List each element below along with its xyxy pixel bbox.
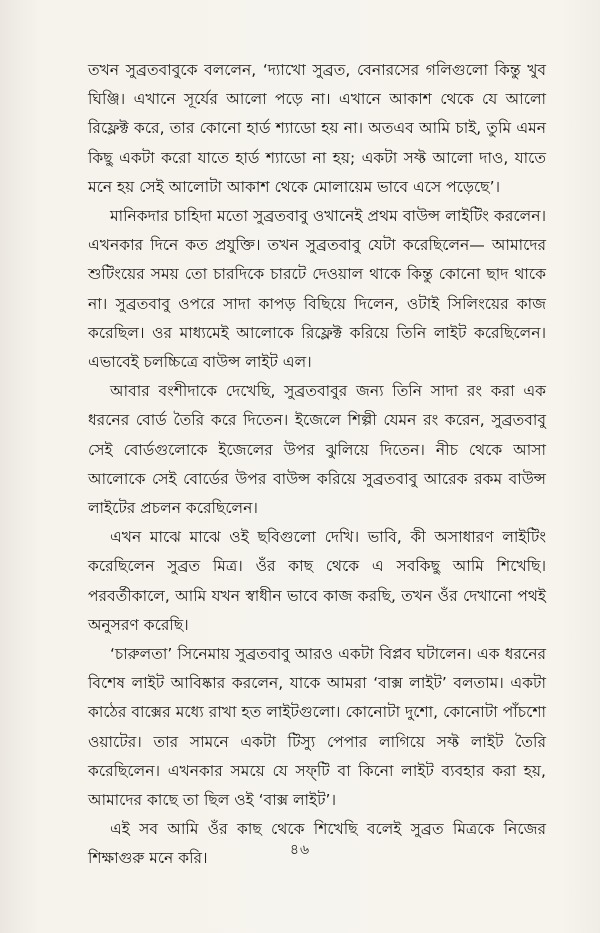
paragraph-6: এই সব আমি ওঁর কাছ থেকে শিখেছি বলেই সুব্রত মিত্রকে নিজের শিক্ষাগুরু মনে করি। (88, 820, 546, 868)
paragraph-5: ‘চারুলতা’ সিনেমায় সুব্রতবাবু আরও একটা বিপ্লব ঘটালেন। এক ধরনের বিশেষ লাইট আবিষ্কার করলেন, যাকে আমরা ‘বাক্স লাইট’ বলতাম। একটা কাঠের বাক্সের মধ্যে রাখা হত লাইটগুলো। কোনোটা দুশো, কোনোটা পাঁচশো ওয়াটের। তার সামনে একটা টিস্যু পেপার লাগিয়ে সফ্ট লাইট তৈরি করেছিলেন। এখনকার সময়ে যে সফ্‌টি বা কিনো লাইট ব্যবহার করা হয়, আমাদের কাছে তা ছিল ওই ‘বাক্স লাইট’। (88, 645, 546, 810)
body-text (88, 56, 546, 874)
paragraph-3: আবার বংশীদাকে দেখেছি, সুব্রতবাবুর জন্য তিনি সাদা রং করা এক ধরনের বোর্ড তৈরি করে দিতেন। ইজেলে শিল্পী যেমন রং করেন, সুব্রতবাবু সেই বোর্ডগুলোকে ইজেলের উপর ঝুলিয়ে দিতেন। নীচ থেকে আসা আলোকে সেই বোর্ডের উপর বাউন্স করিয়ে সুব্রতবাবু আরেক রকম বাউন্স লাইটের প্রচলন করেছিলেন। (88, 382, 546, 518)
paragraph-1: তখন সুব্রতবাবুকে বললেন, ‘দ্যাখো সুব্রত, বেনারসের গলিগুলো কিন্তু খুব ঘিঞ্জি। এখানে সূর্যের আলো পড়ে না। এখানে আকাশ থেকে যে আলো রিফ্লেক্ট করে, তার কোনো হার্ড শ্যাডো হয় না। অতএব আমি চাই, তুমি এমন কিছু একটা করো যাতে হার্ড শ্যাডো না হয়; একটা সফ্ট আলো দাও, যাতে মনে হয় সেই আলোটা আকাশ থেকে মোলায়েম ভাবে এসে পড়েছে’। (88, 61, 546, 196)
page-number: ৪৬ (289, 842, 311, 858)
paragraph-2: মানিকদার চাহিদা মতো সুব্রতবাবু ওখানেই প্রথম বাউন্স লাইটিং করলেন। এখনকার দিনে কত প্রযুক্তি। তখন সুব্রতবাবু যেটা করেছিলেন— আমাদের শুটিংয়ের সময় তো চারদিকে চারটে দেওয়াল থাকে কিন্তু কোনো ছাদ থাকে না। সুব্রতবাবু ওপরে সাদা কাপড় বিছিয়ে দিলেন, ওটাই সিলিংয়ের কাজ করেছিল। ওর মাধ্যমেই আলোকে রিফ্লেক্ট করিয়ে তিনি লাইট করেছিলেন। এভাবেই চলচ্চিত্রে বাউন্স লাইট এল। (88, 207, 546, 372)
paragraph-4: এখন মাঝে মাঝে ওই ছবিগুলো দেখি। ভাবি, কী অসাধারণ লাইটিং করেছিলেন সুব্রত মিত্র। ওঁর কাছ থেকে এ সবকিছু আমি শিখেছি। পরবর্তীকালে, আমি যখন স্বাধীন ভাবে কাজ করছি, তখন ওঁর দেখানো পথই অনুসরণ করেছি। (88, 528, 546, 634)
